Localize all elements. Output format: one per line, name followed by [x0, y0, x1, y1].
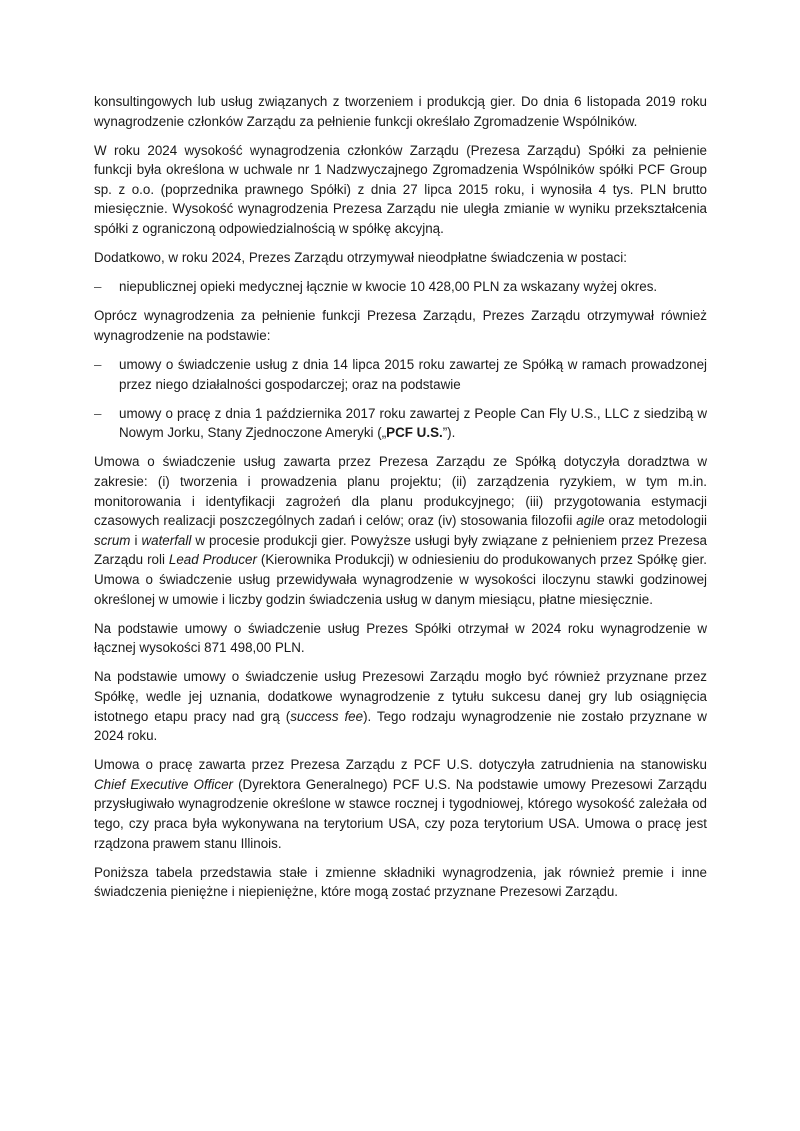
- paragraph-success-fee: [94, 667, 707, 745]
- paragraph-table-intro: Poniższa tabela przedstawia stałe i zmienne składniki wynagrodzenia, jak również premie i inne świadczenia pieniężne i niepieniężne, które mogą zostać przyznane Prezesowi Zarządu.: [94, 864, 707, 900]
- text-run: Na podstawie umowy o świadczenie usług Prezesowi Zarządu mogło być również przyznane przez Spółkę, wedle jej uznania, dodatkowe wynagrodzenie z tytułu sukcesu danej gry lub osiągnięcia istotnego etapu pracy nad grą (: [94, 669, 707, 724]
- defined-term-pcf-us: PCF U.S.: [386, 425, 443, 441]
- paragraph-board-remuneration-history: konsultingowych lub usług związanych z tworzeniem i produkcją gier. Do dnia 6 listopada 2019 roku wynagrodzenie członków Zarządu za pełnienie funkcji określało Zgromadzenie Wspólników.: [94, 94, 707, 129]
- text-run: (Dyrektora Generalnego) PCF U.S. Na podstawie umowy Prezesowi Zarządu przysługiwało wynagrodzenie określone w stawce rocznej i tygodniowej, którego wysokość zależała od tego, czy praca była wykonywana na terytorium USA, czy poza terytorium USA. Umowa o pracę jest rządzona prawem stanu Illinois.: [94, 776, 707, 851]
- paragraph-employment-contract: [94, 755, 707, 853]
- text-run: ). Tego rodzaju wynagrodzenie nie zostało przyznane w 2024 roku.: [94, 708, 707, 744]
- list-item-text-end: ”).: [442, 425, 456, 441]
- italic-term-scrum: scrum: [94, 532, 131, 548]
- text-run: Umowa o pracę zawarta przez Prezesa Zarządu z PCF U.S. dotyczyła zatrudnienia na stanowisku: [94, 757, 707, 773]
- italic-term-agile: agile: [576, 513, 605, 529]
- paragraph-benefits-intro: Dodatkowo, w roku 2024, Prezes Zarządu otrzymywał nieodpłatne świadczenia w postaci:: [94, 250, 627, 266]
- dash-bullet-icon: –: [94, 357, 102, 373]
- paragraph-other-remuneration-intro: Oprócz wynagrodzenia za pełnienie funkcji Prezesa Zarządu, Prezes Zarządu otrzymywał również wynagrodzenie na podstawie:: [94, 308, 707, 343]
- text-run: oraz metodologii: [604, 513, 707, 529]
- dash-bullet-icon: –: [94, 279, 102, 295]
- italic-term-success-fee: success fee: [290, 708, 364, 724]
- dash-bullet-icon: –: [94, 405, 102, 421]
- list-item: [94, 277, 707, 297]
- text-run: Umowa o świadczenie usług zawarta przez Prezesa Zarządu ze Spółką dotyczyła doradztwa w zakresie: (i) tworzenia i prowadzenia planu projektu; (ii) zarządzenia ryzykiem, w tym m.in. monitorowania i identyfikacji zagrożeń dla planu produkcyjnego; (iii) przygotowania estymacji czasowych realizacji poszczególnych zadań i celów; oraz (iv) stosowania filozofii: [94, 454, 707, 529]
- benefits-list: [94, 277, 707, 297]
- list-item: [94, 355, 707, 394]
- italic-term-ceo: Chief Executive Officer: [94, 776, 233, 792]
- paragraph-service-agreement-scope: [94, 452, 707, 609]
- document-page: [94, 92, 707, 911]
- text-run: (Kierownika Produkcji) w odniesieniu do produkowanych przez Spółkę gier. Umowa o świadczenie usług przewidywała wynagrodzenie w wysokości iloczynu stawki godzinowej określonej w umowie i liczby godzin świadczenia usług w danym miesiącu, płatne miesięcznie.: [94, 552, 708, 607]
- contracts-list: [94, 355, 707, 443]
- paragraph-service-agreement-total: Na podstawie umowy o świadczenie usług Prezes Spółki otrzymał w 2024 roku wynagrodzenie w łącznej wysokości 871 498,00 PLN.: [94, 620, 707, 656]
- list-item-text: umowy o świadczenie usług z dnia 14 lipca 2015 roku zawartej ze Spółką w ramach prowadzonej przez niego działalności gospodarczej; oraz na podstawie: [119, 357, 707, 392]
- list-item-text: umowy o pracę z dnia 1 października 2017 roku zawartej z People Can Fly U.S., LLC z siedzibą w Nowym Jorku, Stany Zjednoczone Ameryki („: [119, 405, 707, 441]
- paragraph-2024-remuneration: W roku 2024 wysokość wynagrodzenia członków Zarządu (Prezesa Zarządu) Spółki za pełnienie funkcji była określona w uchwale nr 1 Nadzwyczajnego Zgromadzenia Wspólników spółki PCF Group sp. z o.o. (poprzednika prawnego Spółki) z dnia 27 lipca 2015 roku, i wynosiła 4 tys. PLN brutto miesięcznie. Wysokość wynagrodzenia Prezesa Zarządu nie uległa zmianie w wyniku przekształcenia spółki z ograniczoną odpowiedzialnością w spółkę akcyjną.: [94, 142, 707, 237]
- list-item-text: niepublicznej opieki medycznej łącznie w kwocie 10 428,00 PLN za wskazany wyżej okres.: [119, 279, 658, 295]
- list-item: [94, 404, 707, 443]
- text-run: w procesie produkcji gier. Powyższe usługi były związane z pełnieniem przez Prezesa Zarządu roli: [94, 532, 707, 568]
- italic-term-lead-producer: Lead Producer: [168, 552, 257, 568]
- italic-term-waterfall: waterfall: [141, 532, 192, 548]
- text-run: i: [130, 532, 142, 548]
